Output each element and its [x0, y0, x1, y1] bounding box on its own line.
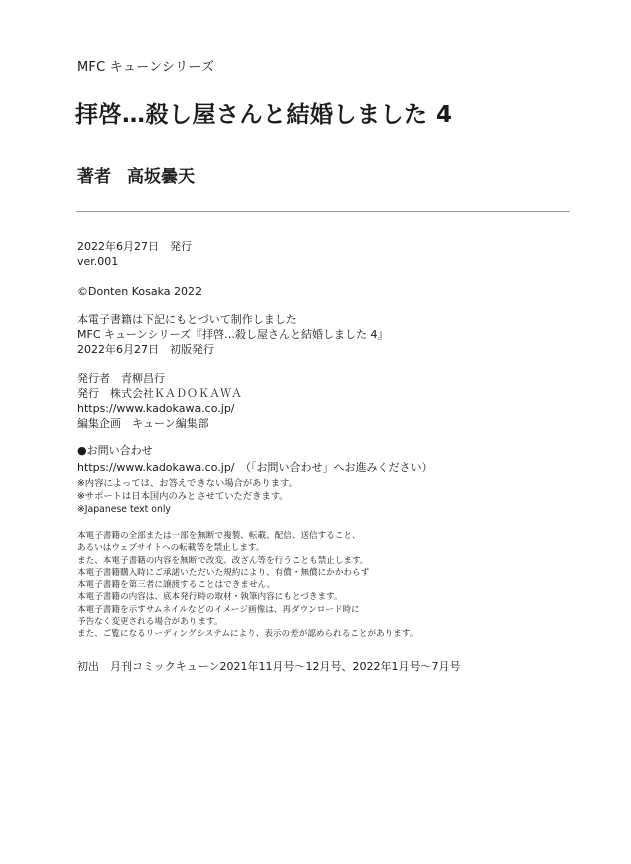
author-role: 著者 — [77, 167, 111, 187]
version: ver.001 — [77, 255, 119, 268]
notice-line: また、本電子書籍の内容を無断で改変、改ざん等を行うことも禁止します。 — [77, 555, 369, 566]
author-name: 高坂曇天 — [127, 167, 195, 187]
contact-heading: ●お問い合わせ — [77, 444, 153, 457]
publisher-line: 編集企画 キューン編集部 — [77, 417, 209, 430]
notice-line: 本電子書籍の全部または一部を無断で複製、転載、配信、送信すること、 — [77, 531, 361, 541]
publisher-url: https://www.kadokawa.co.jp/ — [77, 402, 235, 415]
production-line: MFC キューンシリーズ『拝啓…殺し屋さんと結婚しました 4』 — [77, 328, 389, 341]
author-line — [77, 162, 195, 187]
legal-notice — [77, 530, 418, 641]
contact-notes — [77, 477, 298, 516]
notice-line: 本電子書籍を示すサムネイルなどのイメージ画像は、再ダウンロード時に — [77, 604, 360, 615]
publisher-line: 発行者 青柳昌行 — [77, 372, 165, 385]
copyright-block — [77, 284, 202, 299]
contact-note: ※サポートは日本国内のみとさせていただきます。 — [77, 491, 289, 502]
issue-block — [77, 239, 192, 269]
notice-line: あるいはウェブサイトへの転載等を禁止します。 — [77, 543, 265, 554]
contact-note: ※Japanese text only — [77, 504, 171, 515]
first-appearance: 初出 月刊コミックキューン2021年11月号～12月号、2022年1月号～7月号 — [77, 660, 461, 673]
publisher-line: 発行 株式会社ＫＡＤＯＫＡＷＡ — [77, 387, 242, 400]
contact-note: ※内容によっては、お答えできない場合があります。 — [77, 478, 298, 489]
issue-date: 2022年6月27日 発行 — [77, 240, 192, 253]
first-appearance-block — [77, 659, 461, 674]
notice-line: 本電子書籍の内容は、底本発行時の取材・執筆内容にもとづきます。 — [77, 592, 343, 603]
copyright: ©Donten Kosaka 2022 — [77, 285, 202, 298]
notice-line: 本電子書籍購入時にご承諾いただいた規約により、有償・無償にかかわらず — [77, 567, 370, 578]
divider — [76, 211, 570, 212]
series-name: MFC キューンシリーズ — [77, 60, 215, 75]
production-line: 2022年6月27日 初版発行 — [77, 343, 214, 356]
notice-line: また、ご覧になるリーディングシステムにより、表示の差が認められることがあります。 — [77, 629, 419, 640]
publisher-block — [77, 371, 242, 431]
notice-line: 予告なく変更される場合があります。 — [77, 617, 223, 628]
production-block — [77, 312, 388, 357]
production-line: 本電子書籍は下記にもとづいて制作しました — [77, 313, 297, 326]
notice-line: 本電子書籍を第三者に譲渡することはできません。 — [77, 580, 276, 591]
book-title: 拝啓…殺し屋さんと結婚しました 4 — [75, 102, 453, 128]
contact-block — [77, 443, 433, 475]
contact-url-line: https://www.kadokawa.co.jp/ （「お問い合わせ」へお進みください） — [77, 461, 433, 474]
